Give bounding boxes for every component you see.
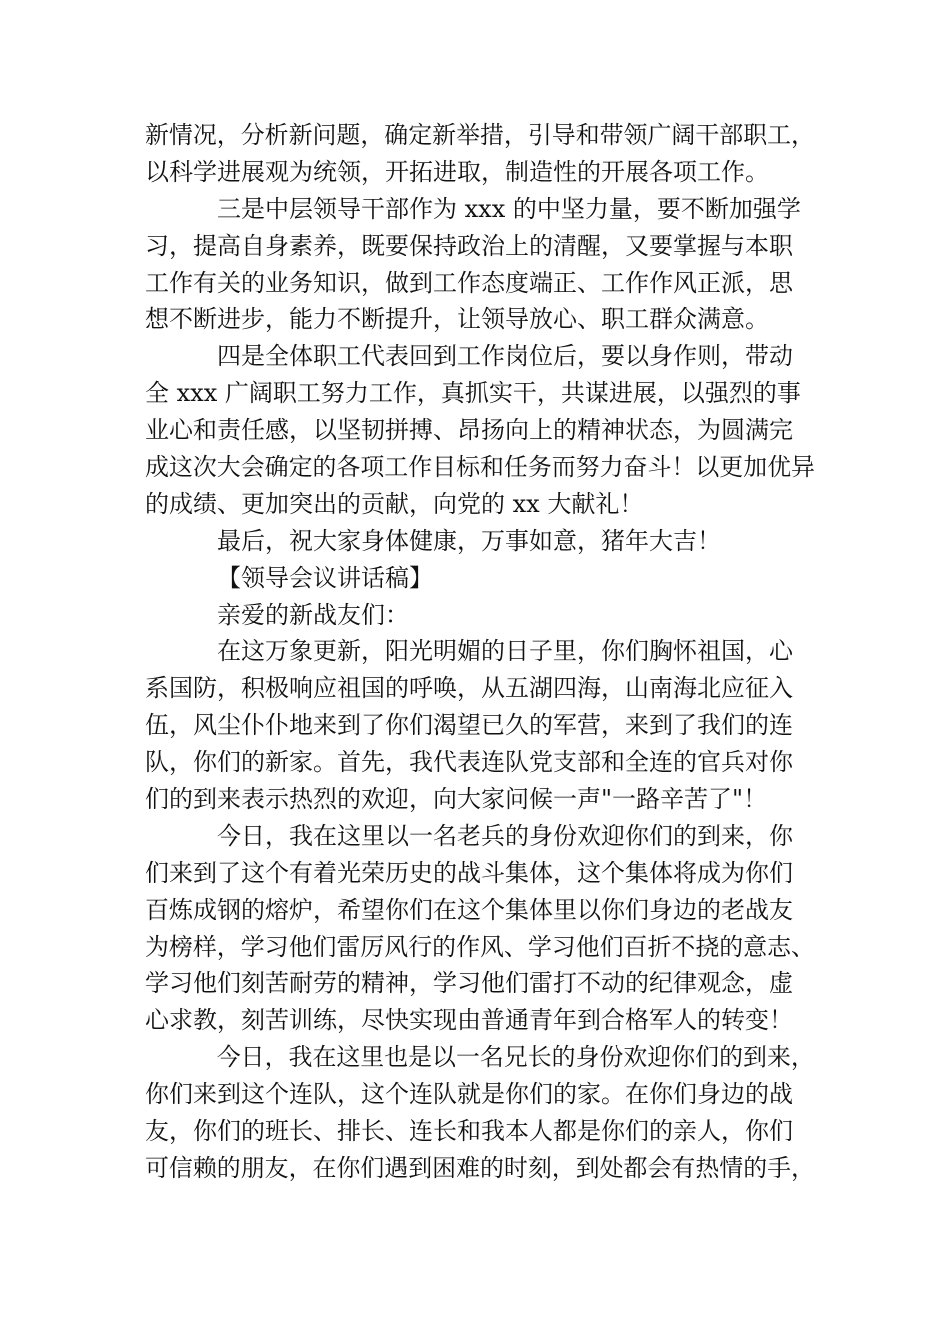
text-line: 亲爱的新战友们： — [217, 600, 409, 629]
text-line: 们来到了这个有着光荣历史的战斗集体，这个集体将成为你们 — [145, 858, 793, 887]
text-line: 系国防，积极响应祖国的呼唤，从五湖四海，山南海北应征入 — [145, 674, 793, 703]
text-line: 四是全体职工代表回到工作岗位后，要以身作则，带动 — [217, 342, 793, 371]
text-line: 今日，我在这里也是以一名兄长的身份欢迎你们的到来， — [216, 1043, 815, 1072]
text-line: 可信赖的朋友，在你们遇到困难的时刻，到处都会有热情的手， — [145, 1153, 815, 1182]
text-line: 新情况，分析新问题，确定新举措，引导和带领广阔干部职工， — [145, 121, 815, 149]
text-line: 最后，祝大家身体健康，万事如意，猪年大吉！ — [217, 526, 721, 555]
document-body — [145, 117, 815, 1187]
text-line: 队，你们的新家。首先，我代表连队党支部和全连的官兵对你 — [145, 748, 793, 777]
text-line: 在这万象更新，阳光明媚的日子里，你们胸怀祖国，心 — [217, 637, 793, 666]
text-line: 工作有关的业务知识，做到工作态度端正、工作作风正派，思 — [145, 268, 793, 297]
text-line: 想不断进步，能力不断提升，让领导放心、职工群众满意。 — [145, 305, 769, 334]
text-line: 们的到来表示热烈的欢迎，向大家问候一声"一路辛苦了"！ — [145, 785, 768, 814]
text-line: 三是中层领导干部作为 xxx 的中坚力量，要不断加强学 — [217, 194, 801, 223]
text-line: 今日，我在这里以一名老兵的身份欢迎你们的到来，你 — [217, 821, 793, 850]
text-line: 业心和责任感，以坚韧拼搏、昂扬向上的精神状态，为圆满完 — [145, 416, 793, 445]
text-line: 习，提高自身素养，既要保持政治上的清醒，又要掌握与本职 — [145, 231, 793, 260]
text-line: 为榜样，学习他们雷厉风行的作风、学习他们百折不挠的意志、 — [145, 932, 815, 961]
text-line: 的成绩、更加突出的贡献，向党的 xx 大献礼！ — [145, 489, 644, 518]
text-line: 伍，风尘仆仆地来到了你们渴望已久的军营，来到了我们的连 — [145, 711, 793, 740]
text-line: 友，你们的班长、排长、连长和我本人都是你们的亲人，你们 — [145, 1117, 793, 1146]
text-line: 百炼成钢的熔炉，希望你们在这个集体里以你们身边的老战友 — [145, 895, 793, 924]
text-line: 【领导会议讲话稿】 — [217, 563, 433, 592]
text-line: 全 xxx 广阔职工努力工作，真抓实干，共谋进展，以强烈的事 — [145, 379, 801, 408]
text-line: 心求教，刻苦训练，尽快实现由普通青年到合格军人的转变！ — [145, 1006, 793, 1035]
text-line: 你们来到这个连队，这个连队就是你们的家。在你们身边的战 — [145, 1080, 793, 1109]
text-line: 成这次大会确定的各项工作目标和任务而努力奋斗！以更加优异 — [145, 453, 815, 482]
text-line: 学习他们刻苦耐劳的精神，学习他们雷打不动的纪律观念，虚 — [145, 969, 793, 998]
text-line: 以科学进展观为统领，开拓进取，制造性的开展各项工作。 — [145, 157, 769, 186]
